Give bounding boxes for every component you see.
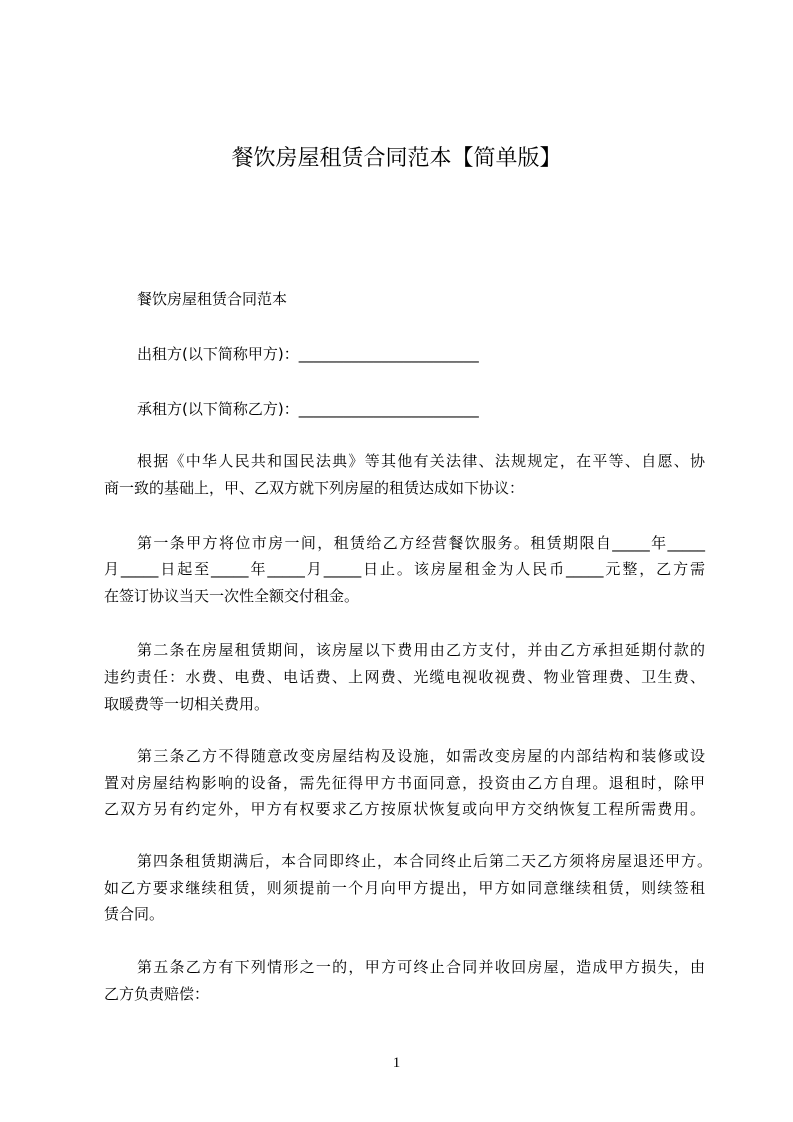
- paragraph-line: 第三条乙方不得随意改变房屋结构及设施，如需改变房屋的内部结构和装修或设: [137, 747, 705, 765]
- paragraph-line: 第四条租赁期满后，本合同即终止，本合同终止后第二天乙方须将房屋退还甲方。: [137, 852, 712, 870]
- document-title: 餐饮房屋租赁合同范本【简单版】: [231, 146, 562, 171]
- paragraph-line: 在签订协议当天一次性全额交付租金。: [104, 587, 360, 605]
- paragraph-line: 根据《中华人民共和国民法典》等其他有关法律、法规规定，在平等、自愿、协: [137, 452, 705, 470]
- paragraph-line: 乙方负责赔偿：: [104, 985, 210, 1003]
- paragraph-line: 如乙方要求继续租赁，则须提前一个月向甲方提出，甲方如同意继续租赁，则续签租: [104, 879, 705, 897]
- page-number: 1: [392, 1055, 401, 1071]
- subtitle: 餐饮房屋租赁合同范本: [137, 290, 288, 308]
- lessee-line: 承租方(以下简称乙方)：________________________: [137, 400, 479, 418]
- paragraph-line: 违约责任：水费、电费、电话费、上网费、光缆电视收视费、物业管理费、卫生费、: [104, 668, 705, 686]
- paragraph-line: 第五条乙方有下列情形之一的，甲方可终止合同并收回房屋，造成甲方损失，由: [137, 958, 705, 976]
- paragraph-line: 置对房屋结构影响的设备，需先征得甲方书面同意，投资由乙方自理。退租时，除甲: [104, 774, 705, 792]
- lessor-line: 出租方(以下简称甲方)：________________________: [137, 345, 479, 363]
- paragraph-line: 月_____日起至_____年_____月_____日止。该房屋租金为人民币_____元整，乙方需: [104, 560, 705, 578]
- paragraph-line: 商一致的基础上，甲、乙双方就下列房屋的租赁达成如下协议：: [104, 479, 525, 497]
- paragraph-line: 赁合同。: [104, 905, 165, 923]
- paragraph-line: 第一条甲方将位市房一间，租赁给乙方经营餐饮服务。租赁期限自_____年_____: [137, 534, 705, 552]
- paragraph-line: 取暖费等一切相关费用。: [104, 695, 270, 713]
- paragraph-line: 乙双方另有约定外，甲方有权要求乙方按原状恢复或向甲方交纳恢复工程所需费用。: [104, 800, 705, 818]
- paragraph-line: 第二条在房屋租赁期间，该房屋以下费用由乙方支付，并由乙方承担延期付款的: [137, 641, 705, 659]
